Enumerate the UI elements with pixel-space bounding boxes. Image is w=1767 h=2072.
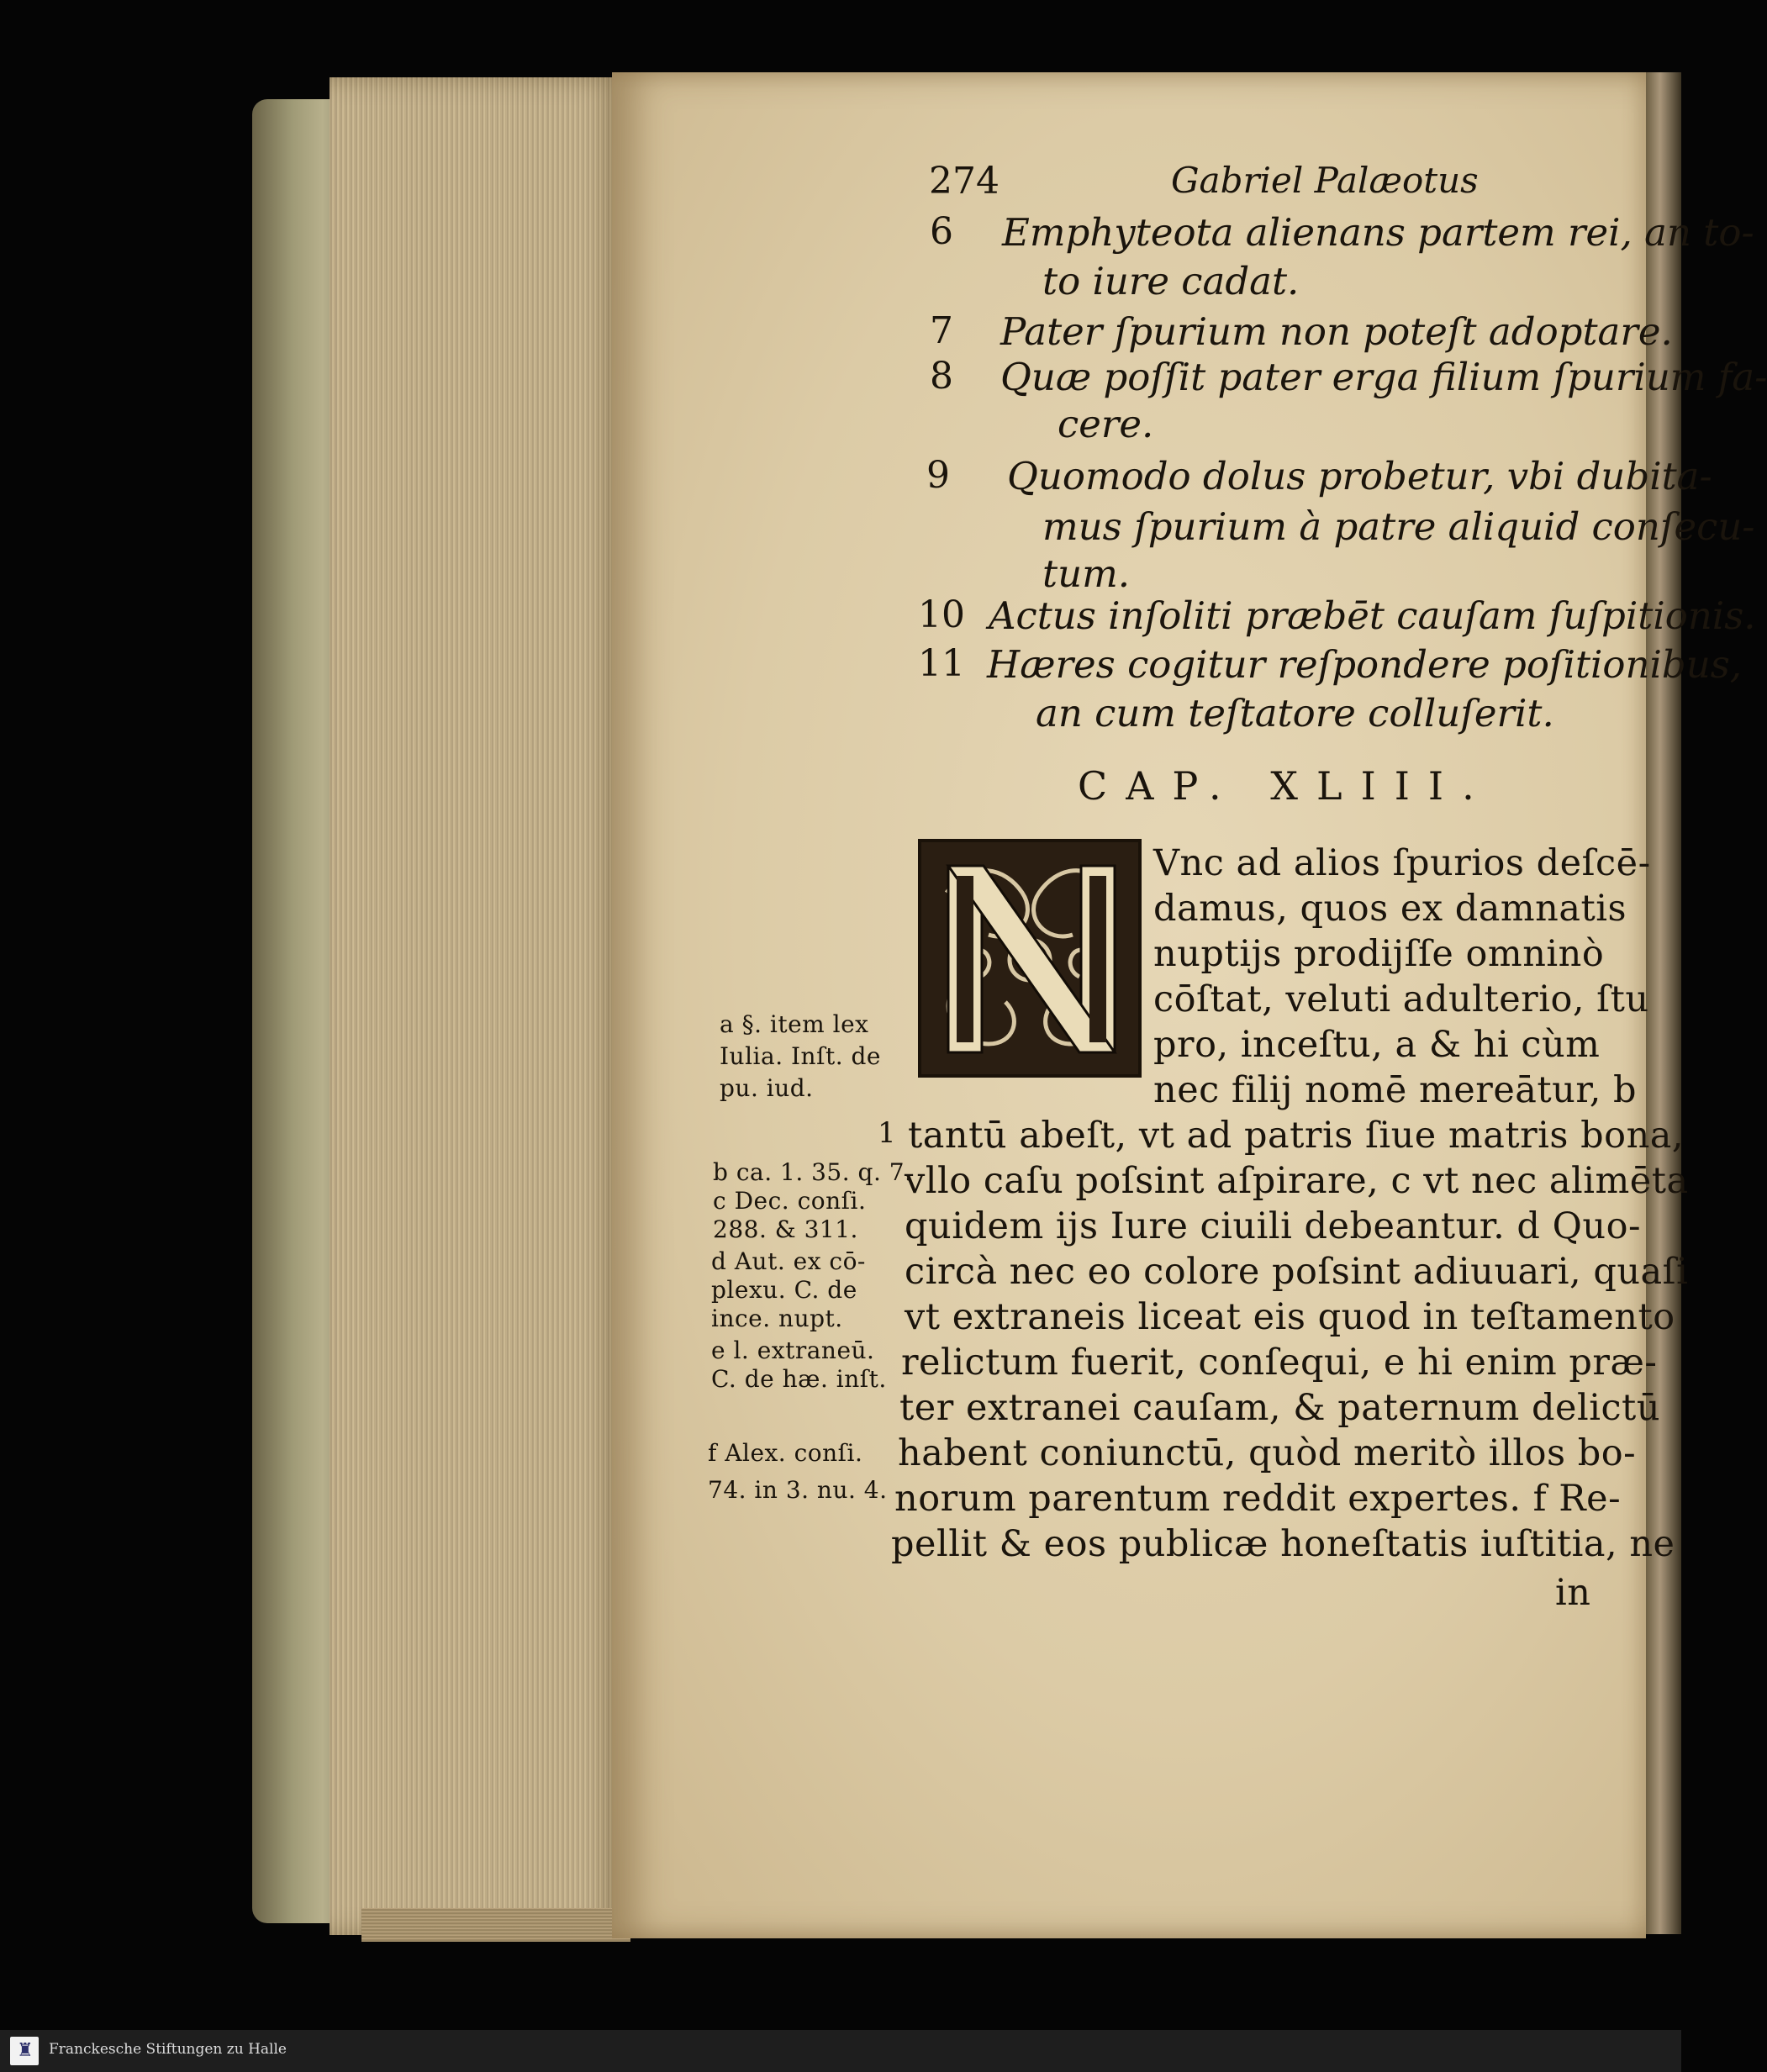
running-title: Gabriel Palæotus — [1171, 160, 1479, 201]
footer-institution-label: Franckesche Stiftungen zu Halle — [49, 2041, 287, 2058]
summary-item-line: Actus inſoliti præbēt cauſam ſuſpitionis. — [989, 593, 1756, 638]
summary-item-line: mus ſpurium à patre aliquid conſecu- — [1042, 504, 1755, 549]
summary-item-line: Quomodo dolus probetur, vbi dubita- — [1007, 454, 1712, 498]
summary-item-number: 7 — [930, 309, 953, 352]
margin-note: plexu. C. de — [711, 1276, 857, 1304]
summary-item-line: tum. — [1042, 551, 1131, 596]
margin-note: Iulia. Inſt. de — [720, 1042, 882, 1070]
summary-item-number: 11 — [918, 642, 965, 685]
page-stack-edge — [330, 77, 625, 1935]
summary-item-line: Quæ poſſit pater erga filium ſpurium fa- — [1000, 355, 1767, 399]
margin-note: f Alex. conſi. — [708, 1439, 863, 1467]
margin-note: 288. & 311. — [713, 1215, 858, 1243]
margin-note: C. de hæ. inſt. — [711, 1365, 887, 1393]
institution-logo-icon: ♜ — [10, 2037, 39, 2065]
margin-note: ince. nupt. — [711, 1305, 843, 1332]
margin-note: d Aut. ex cō- — [711, 1247, 866, 1275]
margin-note: 74. in 3. nu. 4. — [708, 1476, 888, 1504]
summary-item-number: 9 — [926, 454, 950, 497]
summary-item-line: to iure cadat. — [1042, 259, 1300, 303]
body-text-line: quidem ijs Iure ciuili debeantur. d Quo- — [905, 1205, 1641, 1247]
summary-item-line: cere. — [1058, 402, 1154, 446]
summary-item-line: Emphyteota alienans partem rei, an to- — [1002, 210, 1754, 255]
summary-item-line: an cum teſtatore colluſerit. — [1036, 691, 1554, 735]
body-text-line: vt extraneis liceat eis quod in teſtamento — [905, 1296, 1675, 1338]
body-text-line: vllo caſu poſsint aſpirare, c vt nec alimēta — [905, 1160, 1689, 1202]
body-text-line: relictum fuerit, conſequi, e hi enim præ- — [901, 1342, 1658, 1384]
summary-item-number: 8 — [930, 355, 953, 398]
body-text-line: tantū abeſt, vt ad patris ſiue matris bona, — [908, 1115, 1685, 1157]
body-text-line: pellit & eos publicæ honeſtatis iuſtitia, ne — [891, 1523, 1675, 1565]
chapter-heading: CAP. XLIII. — [1078, 763, 1493, 809]
margin-note: a §. item lex — [720, 1010, 869, 1038]
margin-note: pu. iud. — [720, 1074, 814, 1102]
body-text-line: circà nec eo colore poſsint adiuuari, quaſi — [905, 1251, 1689, 1293]
body-text-line: Vnc ad alios ſpurios deſcē- — [1153, 842, 1651, 884]
body-text-line: norum parentum reddit expertes. f Re- — [894, 1478, 1622, 1520]
body-text-line: ter extranei cauſam, & paternum delictū — [899, 1387, 1661, 1429]
body-text-line: nuptijs prodijſſe omninò — [1153, 933, 1605, 975]
summary-item-number: 6 — [930, 210, 953, 253]
body-text-line: damus, quos ex damnatis — [1153, 888, 1627, 930]
decorated-initial-N-icon — [918, 839, 1142, 1078]
summary-item-line: Pater ſpurium non poteſt adoptare. — [1000, 309, 1673, 354]
page-number: 274 — [929, 160, 1000, 203]
margin-note: e l. extraneū. — [711, 1337, 875, 1364]
body-text-line: pro, inceſtu, a & hi cùm — [1153, 1024, 1601, 1066]
paragraph-number: 1 — [878, 1116, 897, 1150]
viewer-footer-bar — [0, 2030, 1681, 2072]
margin-note: c Dec. conſi. — [713, 1187, 867, 1215]
body-text-line: nec filij nomē mereātur, b — [1153, 1069, 1638, 1111]
catchword: in — [1555, 1572, 1591, 1614]
body-text-line: cōſtat, veluti adulterio, ſtu — [1153, 978, 1649, 1020]
margin-note: b ca. 1. 35. q. 7. — [713, 1158, 913, 1186]
body-text-line: habent coniunctū, quòd meritò illos bo- — [898, 1432, 1637, 1474]
page-stack-bottom — [361, 1908, 630, 1942]
summary-item-number: 10 — [918, 593, 965, 636]
summary-item-line: Hæres cogitur reſpondere poſitionibus, — [987, 642, 1743, 687]
